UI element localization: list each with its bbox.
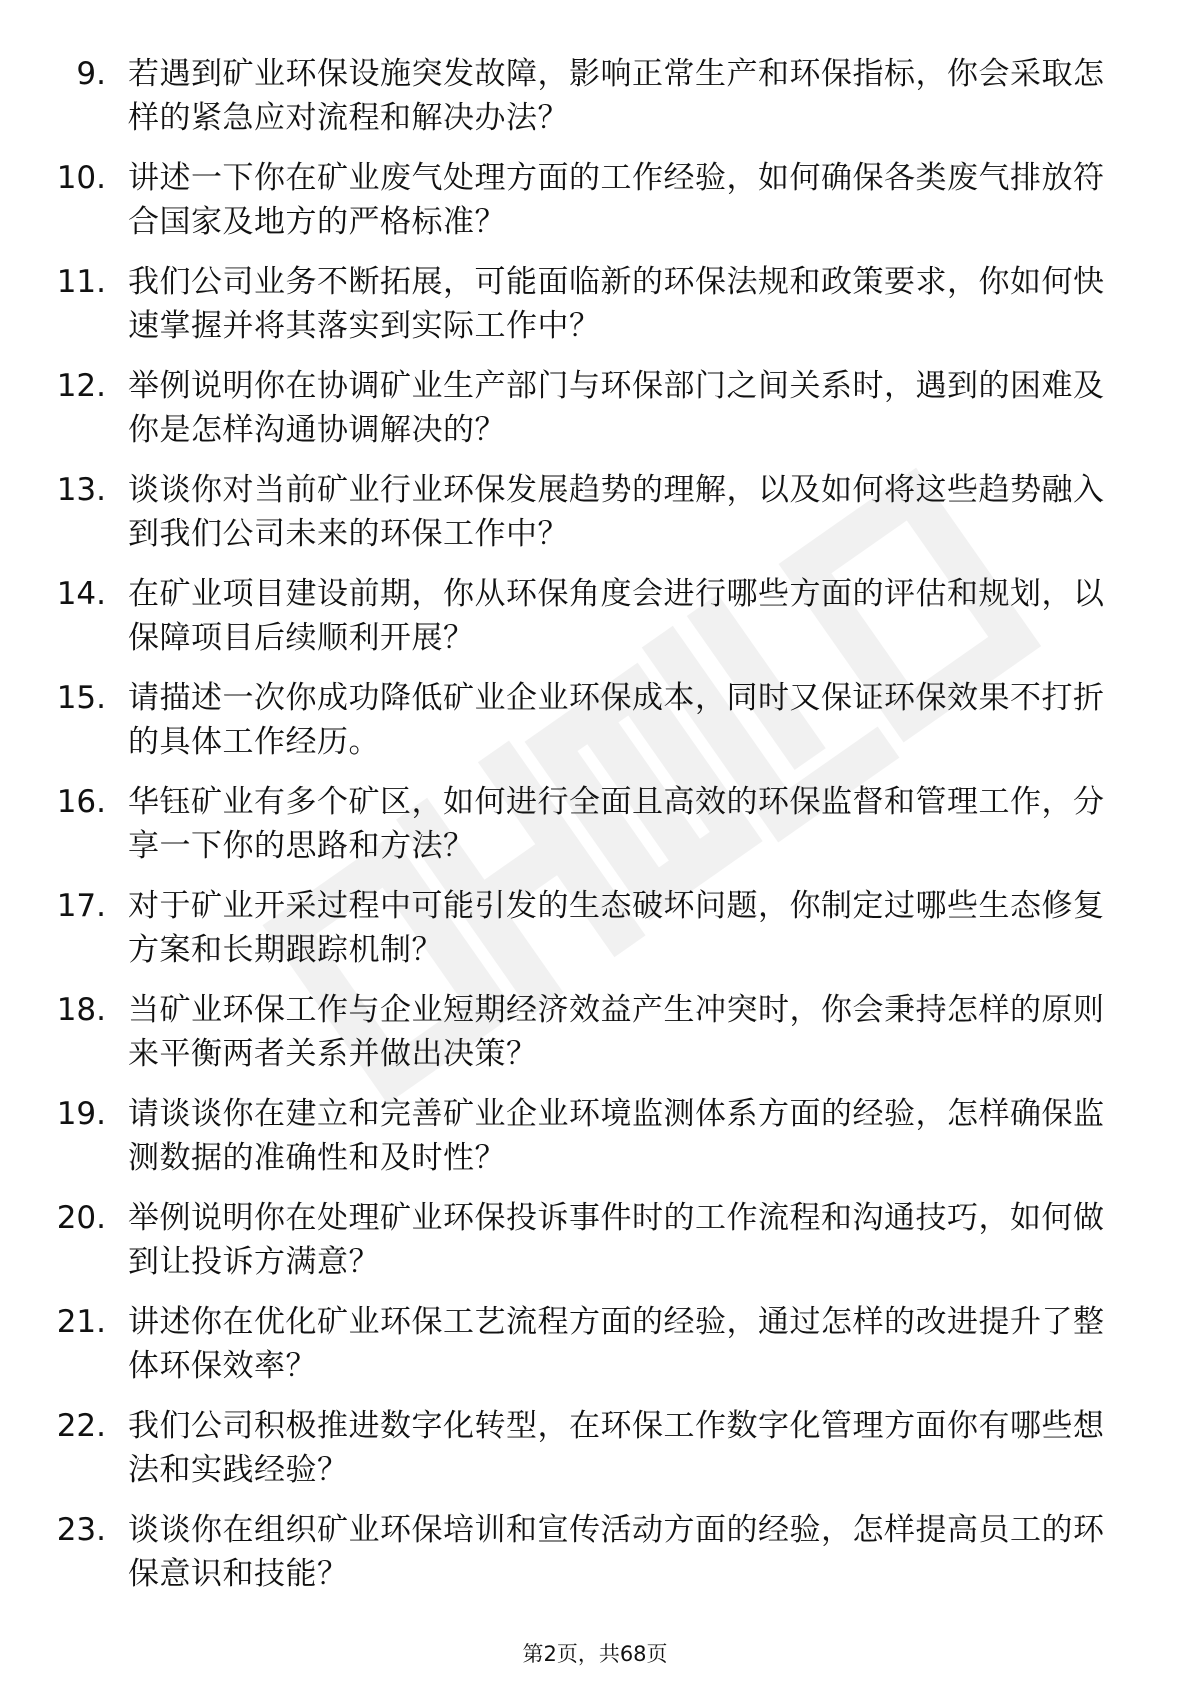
question-item	[0, 52, 1190, 156]
question-number: 10.	[56, 160, 106, 196]
question-item	[0, 364, 1190, 468]
question-text: 若遇到矿业环保设施突发故障，影响正常生产和环保指标，你会采取怎样的紧急应对流程和解决办法？	[128, 56, 1105, 136]
question-number: 22.	[56, 1408, 106, 1444]
question-number: 13.	[56, 472, 106, 508]
question-number: 23.	[56, 1512, 106, 1548]
question-list	[0, 52, 1190, 1612]
question-number: 20.	[56, 1200, 106, 1236]
question-item	[0, 1300, 1190, 1404]
question-item	[0, 884, 1190, 988]
question-number: 9.	[76, 56, 106, 92]
question-item	[0, 156, 1190, 260]
question-text: 举例说明你在处理矿业环保投诉事件时的工作流程和沟通技巧，如何做到让投诉方满意？	[128, 1200, 1105, 1280]
question-text: 华钰矿业有多个矿区，如何进行全面且高效的环保监督和管理工作，分享一下你的思路和方法？	[128, 784, 1105, 864]
question-text: 讲述一下你在矿业废气处理方面的工作经验，如何确保各类废气排放符合国家及地方的严格标准？	[128, 160, 1105, 240]
question-text: 在矿业项目建设前期，你从环保角度会进行哪些方面的评估和规划，以保障项目后续顺利开展？	[128, 576, 1105, 656]
question-number: 17.	[56, 888, 106, 924]
question-item	[0, 988, 1190, 1092]
question-text: 请谈谈你在建立和完善矿业企业环境监测体系方面的经验，怎样确保监测数据的准确性和及时性？	[128, 1096, 1105, 1176]
question-number: 12.	[56, 368, 106, 404]
question-text: 我们公司业务不断拓展，可能面临新的环保法规和政策要求，你如何快速掌握并将其落实到实际工作中？	[128, 264, 1105, 344]
question-number: 14.	[56, 576, 106, 612]
question-item	[0, 780, 1190, 884]
question-text: 谈谈你在组织矿业环保培训和宣传活动方面的经验，怎样提高员工的环保意识和技能？	[128, 1512, 1105, 1592]
question-item	[0, 572, 1190, 676]
question-text: 举例说明你在协调矿业生产部门与环保部门之间关系时，遇到的困难及你是怎样沟通协调解决的？	[128, 368, 1105, 448]
question-text: 对于矿业开采过程中可能引发的生态破坏问题，你制定过哪些生态修复方案和长期跟踪机制？	[128, 888, 1105, 968]
question-item	[0, 1092, 1190, 1196]
question-number: 18.	[56, 992, 106, 1028]
page-footer	[0, 1640, 1190, 1668]
question-number: 21.	[56, 1304, 106, 1340]
question-item	[0, 676, 1190, 780]
question-text: 讲述你在优化矿业环保工艺流程方面的经验，通过怎样的改进提升了整体环保效率？	[128, 1304, 1105, 1384]
question-text: 请描述一次你成功降低矿业企业环保成本，同时又保证环保效果不打折的具体工作经历。	[128, 680, 1105, 760]
question-text: 我们公司积极推进数字化转型，在环保工作数字化管理方面你有哪些想法和实践经验？	[128, 1408, 1105, 1488]
question-number: 16.	[56, 784, 106, 820]
question-item	[0, 468, 1190, 572]
question-text: 当矿业环保工作与企业短期经济效益产生冲突时，你会秉持怎样的原则来平衡两者关系并做出决策？	[128, 992, 1105, 1072]
question-text: 谈谈你对当前矿业行业环保发展趋势的理解，以及如何将这些趋势融入到我们公司未来的环保工作中？	[128, 472, 1105, 552]
question-number: 15.	[56, 680, 106, 716]
question-number: 19.	[56, 1096, 106, 1132]
question-item	[0, 1508, 1190, 1612]
question-item	[0, 1404, 1190, 1508]
page-number-label: 第2页，共68页	[522, 1642, 668, 1666]
question-item	[0, 1196, 1190, 1300]
question-item	[0, 260, 1190, 364]
question-number: 11.	[56, 264, 106, 300]
